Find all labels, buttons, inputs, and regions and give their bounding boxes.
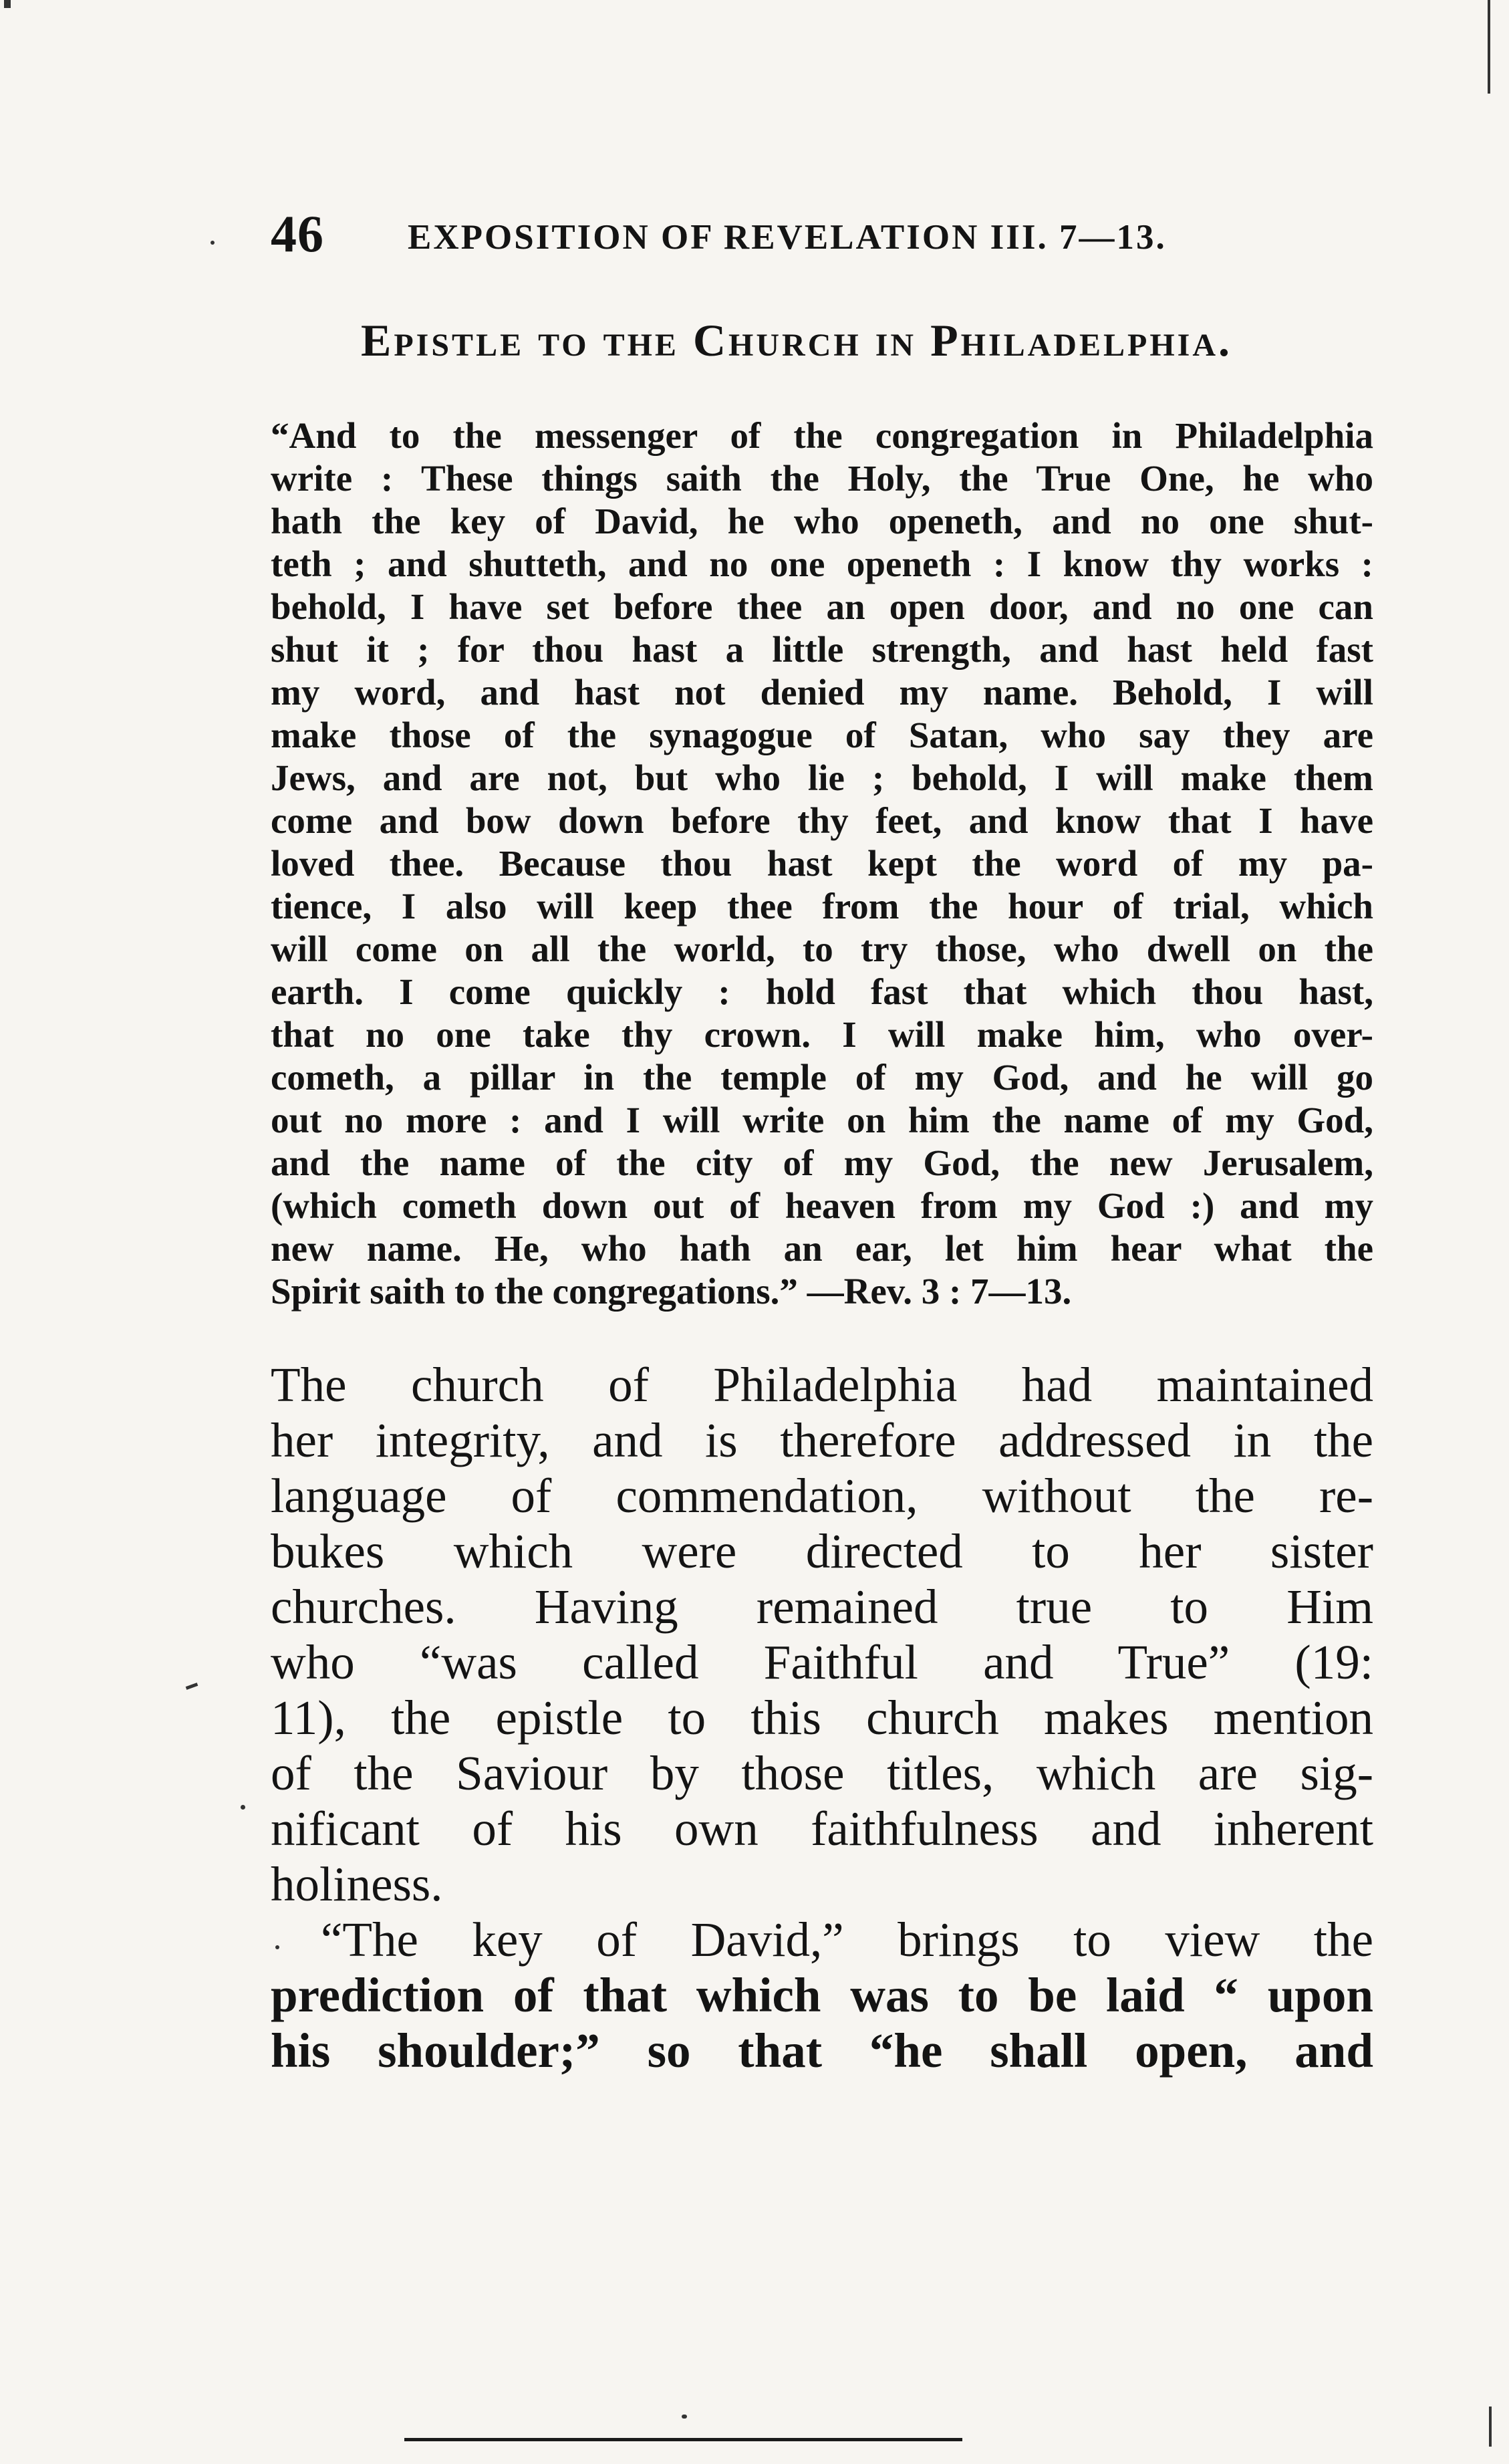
quote-line: my word, and hast not denied my name. Behold, I will bbox=[271, 672, 1373, 713]
body-line: bukes which were directed to her sister bbox=[271, 1524, 1373, 1578]
body-line: holiness. bbox=[271, 1857, 443, 1911]
body-line: nificant of his own faithfulness and inherent bbox=[271, 1802, 1373, 1856]
quote-line: new name. He, who hath an ear, let him hear what the bbox=[271, 1228, 1373, 1269]
margin-mark bbox=[1489, 2407, 1492, 2447]
quote-line: will come on all the world, to try those, who dwell on the bbox=[271, 929, 1373, 969]
quote-line: and the name of the city of my God, the new Jerusalem, bbox=[271, 1142, 1373, 1183]
section-title: Epistle to the Church in Philadelphia. bbox=[361, 315, 1232, 366]
quote-line: out no more : and I will write on him the name of my God, bbox=[271, 1100, 1373, 1140]
body-line: “The key of David,” brings to view the bbox=[321, 1913, 1373, 1967]
quote-line: earth. I come quickly : hold fast that which thou hast, bbox=[271, 971, 1373, 1012]
quote-line: behold, I have set before thee an open door, and no one can bbox=[271, 586, 1373, 627]
body-line: The church of Philadelphia had maintained bbox=[271, 1358, 1373, 1412]
quote-line: write : These things saith the Holy, the True One, he who bbox=[271, 458, 1373, 499]
body-line: churches. Having remained true to Him bbox=[271, 1580, 1373, 1634]
running-head: EXPOSITION OF REVELATION III. 7—13. bbox=[408, 218, 1167, 257]
quote-line: tience, I also will keep thee from the hour of trial, which bbox=[271, 886, 1373, 927]
page-header bbox=[271, 204, 1367, 271]
scripture-quotation bbox=[271, 414, 1373, 1313]
body-line: of the Saviour by those titles, which are sig- bbox=[271, 1746, 1373, 1800]
quote-line: (which cometh down out of heaven from my God :) and my bbox=[271, 1185, 1373, 1226]
bottom-rule bbox=[404, 2438, 962, 2441]
quote-line: make those of the synagogue of Satan, who say they are bbox=[271, 715, 1373, 755]
quote-line: shut it ; for thou hast a little strength, and hast held fast bbox=[271, 629, 1373, 670]
margin-mark bbox=[1488, 0, 1490, 94]
quote-line: Spirit saith to the congregations.” —Rev. 3 : 7—13. bbox=[271, 1271, 1072, 1312]
quote-line: teth ; and shutteth, and no one openeth : I know thy works : bbox=[271, 543, 1373, 584]
margin-mark bbox=[186, 1683, 198, 1690]
page-number: 46 bbox=[271, 205, 324, 263]
quote-line: hath the key of David, he who openeth, and no one shut- bbox=[271, 501, 1373, 541]
body-line: prediction of that which was to be laid “ upon bbox=[271, 1968, 1373, 2022]
quote-line: loved thee. Because thou hast kept the word of my pa- bbox=[271, 843, 1373, 884]
margin-mark bbox=[211, 241, 215, 245]
quote-line: come and bow down before thy feet, and know that I have bbox=[271, 800, 1373, 841]
body-line: his shoulder;” so that “he shall open, and bbox=[271, 2023, 1373, 2078]
body-line: her integrity, and is therefore addressed in the bbox=[271, 1413, 1373, 1467]
quote-line: “And to the messenger of the congregation in Philadelphia bbox=[271, 415, 1373, 456]
quote-line: Jews, and are not, but who lie ; behold, I will make them bbox=[271, 757, 1373, 798]
margin-mark bbox=[275, 1945, 279, 1949]
margin-mark bbox=[682, 2415, 687, 2419]
body-line: language of commendation, without the re- bbox=[271, 1469, 1373, 1523]
quote-line: cometh, a pillar in the temple of my God, and he will go bbox=[271, 1057, 1373, 1098]
margin-mark bbox=[241, 1805, 245, 1810]
body-line: who “was called Faithful and True” (19: bbox=[271, 1635, 1373, 1689]
margin-mark bbox=[4, 0, 11, 8]
body-line: 11), the epistle to this church makes mention bbox=[271, 1691, 1373, 1745]
quote-line: that no one take thy crown. I will make him, who over- bbox=[271, 1014, 1373, 1055]
commentary-text bbox=[271, 1357, 1373, 2078]
